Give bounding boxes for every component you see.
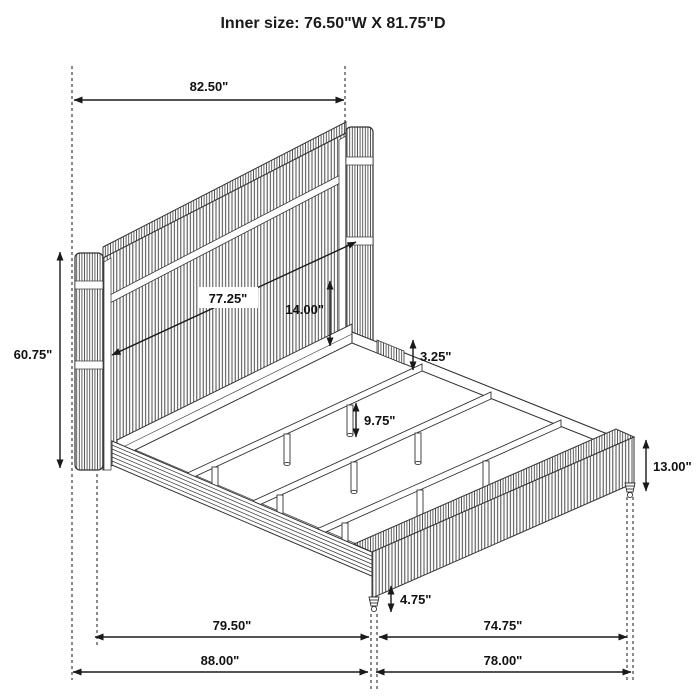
dim-label-center-leg-height: 9.75" <box>364 413 396 428</box>
dim-label-headboard-width: 82.50" <box>189 79 229 94</box>
left-post-accent-band <box>75 361 103 369</box>
page-title: Inner size: 76.50"W X 81.75"D <box>220 15 446 32</box>
dim-label-headboard-height: 60.75" <box>13 347 53 362</box>
dimension-headboard-width <box>74 79 344 100</box>
dim-label-headboard-inner-width: 77.25" <box>208 291 248 306</box>
dim-label-side-rail-length: 79.50" <box>212 618 252 633</box>
footboard-right-leg <box>625 483 635 498</box>
right-post-accent-band <box>346 237 373 245</box>
dim-label-platform-height: 14.00" <box>285 302 324 317</box>
dim-label-overall-depth: 88.00" <box>200 653 240 668</box>
dim-label-overall-width: 78.00" <box>483 653 523 668</box>
dimension-footboard-span <box>379 618 627 637</box>
left-post-accent-band <box>75 281 103 289</box>
footboard-front-leg <box>369 597 379 612</box>
dimension-footboard-leg-height <box>391 586 431 612</box>
dim-label-footboard-height: 13.00" <box>653 459 692 474</box>
dim-label-footboard-span: 74.75" <box>483 618 523 633</box>
dimension-overall-width <box>376 653 631 672</box>
dimension-side-rail-length <box>95 618 369 637</box>
dimension-footboard-height <box>646 440 692 491</box>
headboard-trim-right <box>339 136 346 356</box>
dim-label-side-rail-thickness: 3.25" <box>420 349 452 364</box>
right-post-accent-band <box>346 157 373 165</box>
dimension-overall-depth <box>73 653 368 672</box>
dimension-headboard-height <box>14 252 60 468</box>
dim-label-footboard-leg-height: 4.75" <box>400 592 432 607</box>
headboard-trim-left <box>104 258 111 470</box>
